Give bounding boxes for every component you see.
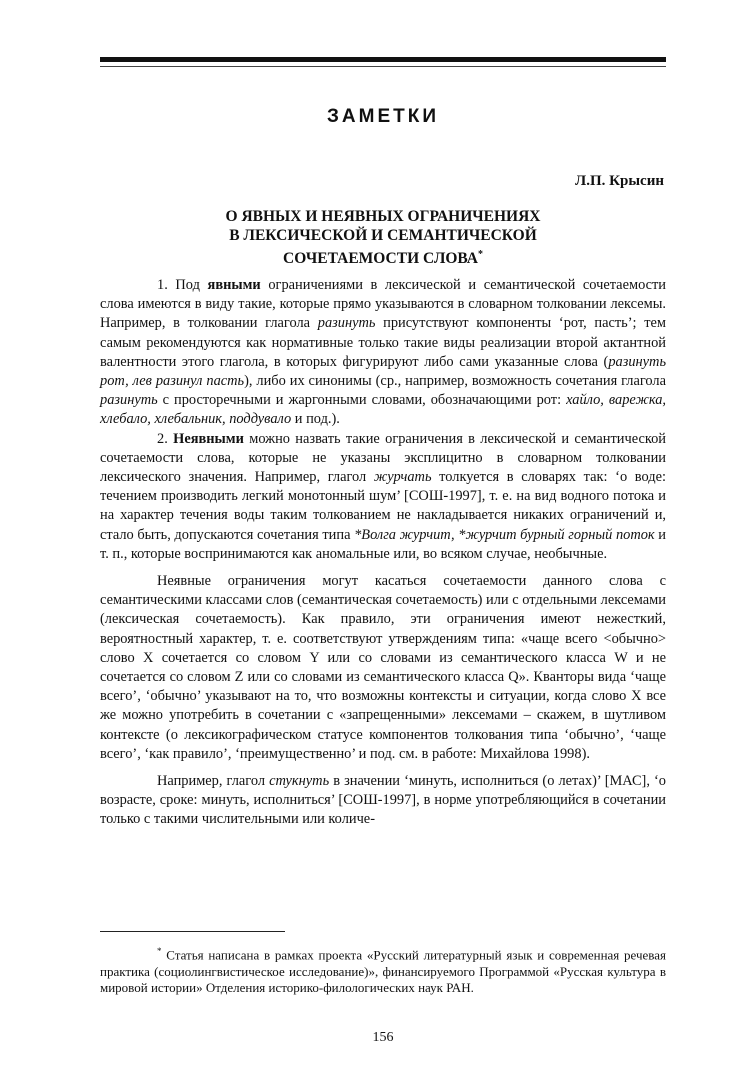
- footnote-mark: *: [157, 946, 162, 956]
- p1-example-phrases: разинуть рот, лев разинул пасть: [100, 353, 666, 390]
- p2-text-a: 2.: [157, 430, 174, 447]
- p1-example-verb: разинуть: [317, 315, 376, 332]
- article-body: [100, 276, 666, 830]
- p1-text-a: 1. Под: [157, 277, 208, 293]
- p2-text-e: толкуется в словарях так: ‘о воде: течением производить легкий монотонный шум’ [СОШ-1997], т. е. на вид водного потока и на характер течения воды таким толкованием не накладывается никаких ограничений и, стало быть, допускаются сочетания типа: [100, 469, 666, 543]
- page-number: 156: [372, 1030, 394, 1045]
- footnote-separator: [100, 931, 285, 932]
- footnote-body: Статья написана в рамках проекта «Русский литературный язык и современная речевая практика (социолингвистическое исследование)», финансируемого Программой «Русская культура в мировой истории» Отделения историко-филологических наук РАН.: [100, 947, 666, 996]
- p4-text-c: в значении ‘минуть, исполниться (о летах)’ [МАС], ‘о возрасте, сроке: минуть, исполниться’ [СОШ-1997], в норме употребляющийся в сочетании только с такими числительными или количе-: [100, 773, 667, 828]
- footnote: [100, 943, 666, 997]
- article-title: [100, 207, 666, 268]
- p4-text-a: Например, глагол: [157, 773, 270, 790]
- article-title-line3: [100, 245, 666, 268]
- p1-text-g: ), либо их синонимы (ср., например, возможность сочетания глагола: [244, 373, 666, 390]
- article-title-line2: В ЛЕКСИЧЕСКОЙ И СЕМАНТИЧЕСКОЙ: [229, 227, 537, 244]
- p1-term-explicit: явными: [207, 277, 261, 293]
- author-name: Л.П. Крысин: [575, 173, 664, 189]
- footnote-reference-mark: *: [477, 249, 483, 260]
- section-title: ЗАМЕТКИ: [327, 106, 439, 127]
- article-title-line1: О ЯВНЫХ И НЕЯВНЫХ ОГРАНИЧЕНИЯХ: [225, 208, 541, 225]
- p4-example-verb: стукнуть: [269, 773, 330, 790]
- p1-example-verb-2: разинуть: [100, 392, 158, 409]
- paragraph-3: Неявные ограничения могут касаться сочетаемости данного слова с семантическими классами слов (семантическая сочетаемость) или с отдельными лексемами (лексическая сочетаемость). Как правило, эти ограничения имеют нежесткий, вероятностный характер, т. е. соответствуют утверждениям типа: «чаще всего <обычно> слово X сочетается со словом Y или со словами из семантического класса W и не сочетается со словом Z или со словами из семантического класса Q». Кванторы вида ‘чаще всего’, ‘обычно’ указывают на то, что возможны контексты и ситуации, когда слово X все же можно употребить в сочетании с «запрещенными» лексемами – скажем, в шутливом контексте (о лексикографическом статусе компонентов толкования типа ‘обычно’, ‘чаще всего’, ‘как правило’, ‘преимущественно’ и под. см. в работе: Михайлова 1998).: [100, 573, 666, 762]
- p2-example-verb: журчать: [373, 469, 432, 486]
- footnote-text: [100, 943, 666, 997]
- article-title-line3-text: СОЧЕТАЕМОСТИ СЛОВА: [283, 250, 478, 268]
- p1-text-k: и под.).: [291, 411, 340, 428]
- p1-text-i: с просторечными и жаргонными словами, обозначающими рот:: [157, 392, 567, 409]
- p2-text-g: и т. п., которые воспринимаются как аномальные или, во всяком случае, необычные.: [100, 526, 666, 562]
- p1-text-c: ограничениями в лексической и семантической сочетаемости слова имеются в виду такие, которые прямо указываются в словарном толковании лексемы. Например, в толковании глагола: [100, 277, 666, 332]
- header-rule-thin: [100, 66, 666, 67]
- paragraph-4: [100, 772, 666, 830]
- paragraph-1: [100, 276, 666, 430]
- p1-example-synonyms: хайло, варежка, хлебало, хлебальник, поддувало: [100, 392, 666, 428]
- paragraph-2: [100, 430, 666, 564]
- p2-text-c: можно назвать такие ограничения в лексической и семантической сочетаемости слова, которые не указаны эксплицитно в словарном толковании лексического значения. Например, глагол: [100, 430, 667, 486]
- p1-text-e: присутствуют компоненты ‘рот, пасть’; тем самым рекомендуются как нормативные только такие виды реализации второй актантной валентности этого глагола, в которых фигурируют либо сами указанные слова (: [100, 315, 666, 370]
- p2-example-anomalous: *Волга журчит, *журчит бурный горный поток: [354, 526, 655, 543]
- header-rule-thick: [100, 57, 666, 62]
- p2-term-implicit: Неявными: [173, 430, 244, 447]
